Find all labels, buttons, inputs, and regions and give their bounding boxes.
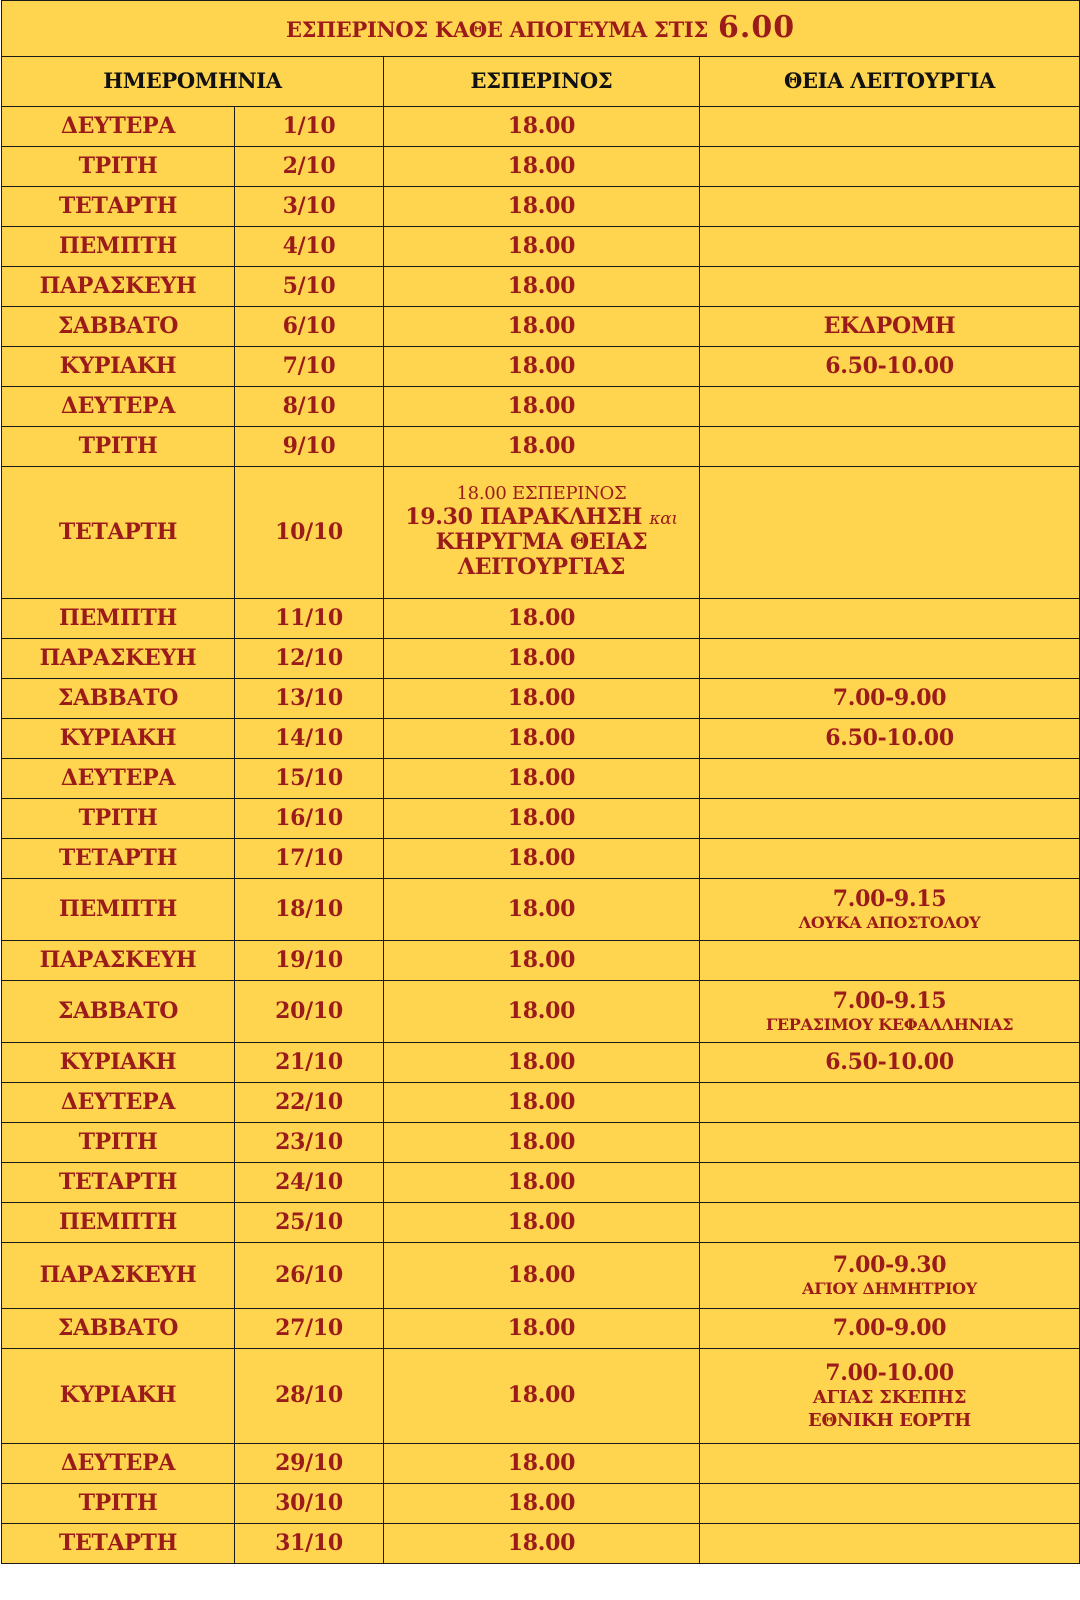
day-cell: ΠΑΡΑΣΚΕΥΗ bbox=[2, 1243, 235, 1309]
liturgy-note: ΛΟΥΚΑ ΑΠΟΣΤΟΛΟΥ bbox=[798, 912, 981, 932]
day-cell: ΣΑΒΒΑΤΟ bbox=[2, 679, 235, 719]
date-cell: 13/10 bbox=[235, 679, 384, 719]
liturgy-cell bbox=[700, 639, 1080, 679]
liturgy-cell bbox=[700, 1524, 1080, 1564]
date-cell: 1/10 bbox=[235, 107, 384, 147]
table-row bbox=[2, 679, 1080, 719]
day-cell: ΚΥΡΙΑΚΗ bbox=[2, 1349, 235, 1444]
vespers-cell: 18.00 bbox=[384, 227, 700, 267]
day-cell: ΔΕΥΤΕΡΑ bbox=[2, 107, 235, 147]
date-cell: 20/10 bbox=[235, 981, 384, 1043]
table-row bbox=[2, 639, 1080, 679]
liturgy-cell bbox=[700, 1203, 1080, 1243]
date-cell: 30/10 bbox=[235, 1484, 384, 1524]
liturgy-cell bbox=[700, 839, 1080, 879]
vespers-cell: 18.00 bbox=[384, 1163, 700, 1203]
day-cell: ΔΕΥΤΕΡΑ bbox=[2, 1444, 235, 1484]
vespers-cell: 18.00 bbox=[384, 839, 700, 879]
col-header-vespers: ΕΣΠΕΡΙΝΟΣ bbox=[384, 57, 700, 107]
table-row bbox=[2, 839, 1080, 879]
table-row bbox=[2, 981, 1080, 1043]
vespers-cell: 18.00 bbox=[384, 599, 700, 639]
table-row bbox=[2, 599, 1080, 639]
table-row bbox=[2, 1043, 1080, 1083]
day-cell: ΤΡΙΤΗ bbox=[2, 1123, 235, 1163]
table-row bbox=[2, 147, 1080, 187]
liturgy-cell bbox=[700, 599, 1080, 639]
table-row bbox=[2, 799, 1080, 839]
vespers-cell: 18.00 bbox=[384, 1203, 700, 1243]
header-row bbox=[2, 57, 1080, 107]
date-cell: 24/10 bbox=[235, 1163, 384, 1203]
table-row bbox=[2, 227, 1080, 267]
table-row bbox=[2, 759, 1080, 799]
liturgy-cell bbox=[700, 267, 1080, 307]
vespers-line-text: 19.30 ΠΑΡΑΚΛΗΣΗ bbox=[405, 503, 643, 530]
day-cell: ΤΕΤΑΡΤΗ bbox=[2, 187, 235, 227]
table-row bbox=[2, 1484, 1080, 1524]
liturgy-note: ΕΘΝΙΚΗ ΕΟΡΤΗ bbox=[808, 1409, 971, 1431]
date-cell: 12/10 bbox=[235, 639, 384, 679]
date-cell: 3/10 bbox=[235, 187, 384, 227]
liturgy-cell bbox=[700, 1243, 1080, 1309]
date-cell: 25/10 bbox=[235, 1203, 384, 1243]
table-row bbox=[2, 1309, 1080, 1349]
table-row bbox=[2, 719, 1080, 759]
day-cell: ΤΡΙΤΗ bbox=[2, 1484, 235, 1524]
liturgy-cell bbox=[700, 941, 1080, 981]
vespers-cell: 18.00 bbox=[384, 941, 700, 981]
day-cell: ΣΑΒΒΑΤΟ bbox=[2, 1309, 235, 1349]
date-cell: 23/10 bbox=[235, 1123, 384, 1163]
date-cell: 16/10 bbox=[235, 799, 384, 839]
day-cell: ΤΡΙΤΗ bbox=[2, 799, 235, 839]
table-row bbox=[2, 267, 1080, 307]
liturgy-cell bbox=[700, 799, 1080, 839]
liturgy-note: ΓΕΡΑΣΙΜΟΥ ΚΕΦΑΛΛΗΝΙΑΣ bbox=[765, 1014, 1014, 1034]
liturgy-time: 7.00-9.15 bbox=[832, 987, 947, 1014]
liturgy-cell bbox=[700, 1484, 1080, 1524]
date-cell: 21/10 bbox=[235, 1043, 384, 1083]
liturgy-cell: 7.00-9.00 bbox=[700, 1309, 1080, 1349]
day-cell: ΠΕΜΠΤΗ bbox=[2, 227, 235, 267]
vespers-cell: 18.00 bbox=[384, 267, 700, 307]
title-row bbox=[2, 1, 1080, 57]
liturgy-time: 7.00-9.30 bbox=[832, 1251, 947, 1278]
liturgy-cell bbox=[700, 759, 1080, 799]
day-cell: ΣΑΒΒΑΤΟ bbox=[2, 307, 235, 347]
date-cell: 27/10 bbox=[235, 1309, 384, 1349]
liturgy-cell bbox=[700, 387, 1080, 427]
vespers-cell: 18.00 bbox=[384, 719, 700, 759]
table-row bbox=[2, 1203, 1080, 1243]
liturgy-cell bbox=[700, 1123, 1080, 1163]
vespers-cell: 18.00 bbox=[384, 1349, 700, 1444]
date-cell: 8/10 bbox=[235, 387, 384, 427]
liturgy-cell: 6.50-10.00 bbox=[700, 1043, 1080, 1083]
vespers-cell: 18.00 bbox=[384, 387, 700, 427]
date-cell: 4/10 bbox=[235, 227, 384, 267]
date-cell: 7/10 bbox=[235, 347, 384, 387]
vespers-line: ΛΕΙΤΟΥΡΓΙΑΣ bbox=[457, 554, 626, 581]
day-cell: ΔΕΥΤΕΡΑ bbox=[2, 387, 235, 427]
vespers-cell: 18.00 bbox=[384, 879, 700, 941]
date-cell: 10/10 bbox=[235, 467, 384, 599]
liturgy-time: 7.00-9.15 bbox=[832, 885, 947, 912]
liturgy-cell bbox=[700, 107, 1080, 147]
vespers-line: ΚΗΡΥΓΜΑ ΘΕΙΑΣ bbox=[435, 529, 648, 556]
vespers-cell: 18.00 bbox=[384, 427, 700, 467]
day-cell: ΣΑΒΒΑΤΟ bbox=[2, 981, 235, 1043]
date-cell: 17/10 bbox=[235, 839, 384, 879]
table-row bbox=[2, 879, 1080, 941]
liturgy-cell: ΕΚΔΡΟΜΗ bbox=[700, 307, 1080, 347]
schedule-table bbox=[1, 0, 1080, 1564]
day-cell: ΠΑΡΑΣΚΕΥΗ bbox=[2, 941, 235, 981]
vespers-cell: 18.00 bbox=[384, 1524, 700, 1564]
table-row bbox=[2, 941, 1080, 981]
date-cell: 15/10 bbox=[235, 759, 384, 799]
liturgy-cell: 6.50-10.00 bbox=[700, 719, 1080, 759]
day-cell: ΚΥΡΙΑΚΗ bbox=[2, 1043, 235, 1083]
vespers-cell: 18.00 bbox=[384, 347, 700, 387]
day-cell: ΚΥΡΙΑΚΗ bbox=[2, 347, 235, 387]
table-row bbox=[2, 1444, 1080, 1484]
date-cell: 29/10 bbox=[235, 1444, 384, 1484]
liturgy-cell: 7.00-9.00 bbox=[700, 679, 1080, 719]
vespers-cell: 18.00 bbox=[384, 679, 700, 719]
day-cell: ΠΑΡΑΣΚΕΥΗ bbox=[2, 267, 235, 307]
day-cell: ΤΕΤΑΡΤΗ bbox=[2, 1524, 235, 1564]
date-cell: 9/10 bbox=[235, 427, 384, 467]
date-cell: 14/10 bbox=[235, 719, 384, 759]
day-cell: ΤΕΤΑΡΤΗ bbox=[2, 1163, 235, 1203]
liturgy-cell bbox=[700, 187, 1080, 227]
liturgy-cell bbox=[700, 1163, 1080, 1203]
vespers-kai: και bbox=[649, 508, 678, 529]
vespers-cell: 18.00 bbox=[384, 1484, 700, 1524]
vespers-cell: 18.00 bbox=[384, 1444, 700, 1484]
date-cell: 19/10 bbox=[235, 941, 384, 981]
date-cell: 28/10 bbox=[235, 1349, 384, 1444]
vespers-cell bbox=[384, 467, 700, 599]
vespers-line bbox=[388, 505, 695, 530]
table-row bbox=[2, 347, 1080, 387]
table-row bbox=[2, 467, 1080, 599]
vespers-cell: 18.00 bbox=[384, 1243, 700, 1309]
liturgy-time: 7.00-10.00 bbox=[825, 1359, 954, 1386]
liturgy-note: ΑΓΙΑΣ ΣΚΕΠΗΣ bbox=[812, 1386, 967, 1408]
page-title bbox=[2, 1, 1080, 57]
table-row bbox=[2, 387, 1080, 427]
vespers-cell: 18.00 bbox=[384, 799, 700, 839]
vespers-cell: 18.00 bbox=[384, 639, 700, 679]
vespers-cell: 18.00 bbox=[384, 147, 700, 187]
day-cell: ΤΕΤΑΡΤΗ bbox=[2, 467, 235, 599]
day-cell: ΠΑΡΑΣΚΕΥΗ bbox=[2, 639, 235, 679]
table-row bbox=[2, 307, 1080, 347]
day-cell: ΔΕΥΤΕΡΑ bbox=[2, 1083, 235, 1123]
table-row bbox=[2, 1123, 1080, 1163]
date-cell: 2/10 bbox=[235, 147, 384, 187]
day-cell: ΔΕΥΤΕΡΑ bbox=[2, 759, 235, 799]
date-cell: 5/10 bbox=[235, 267, 384, 307]
liturgy-cell bbox=[700, 147, 1080, 187]
date-cell: 26/10 bbox=[235, 1243, 384, 1309]
day-cell: ΤΡΙΤΗ bbox=[2, 147, 235, 187]
day-cell: ΤΡΙΤΗ bbox=[2, 427, 235, 467]
liturgy-cell bbox=[700, 1349, 1080, 1444]
liturgy-cell bbox=[700, 1444, 1080, 1484]
table-row bbox=[2, 107, 1080, 147]
liturgy-cell bbox=[700, 879, 1080, 941]
vespers-line: 18.00 ΕΣΠΕΡΙΝΟΣ bbox=[456, 483, 627, 505]
vespers-cell: 18.00 bbox=[384, 187, 700, 227]
day-cell: ΤΕΤΑΡΤΗ bbox=[2, 839, 235, 879]
vespers-cell: 18.00 bbox=[384, 307, 700, 347]
vespers-cell: 18.00 bbox=[384, 759, 700, 799]
day-cell: ΠΕΜΠΤΗ bbox=[2, 599, 235, 639]
vespers-cell: 18.00 bbox=[384, 1309, 700, 1349]
liturgy-cell: 6.50-10.00 bbox=[700, 347, 1080, 387]
table-row bbox=[2, 187, 1080, 227]
table-row bbox=[2, 1163, 1080, 1203]
vespers-cell: 18.00 bbox=[384, 1083, 700, 1123]
table-row bbox=[2, 1083, 1080, 1123]
liturgy-note: ΑΓΙΟΥ ΔΗΜΗΤΡΙΟΥ bbox=[802, 1278, 977, 1298]
title-time: 6.00 bbox=[718, 10, 796, 46]
vespers-cell: 18.00 bbox=[384, 107, 700, 147]
liturgy-cell bbox=[700, 427, 1080, 467]
table-row bbox=[2, 1243, 1080, 1309]
vespers-cell: 18.00 bbox=[384, 1043, 700, 1083]
vespers-cell: 18.00 bbox=[384, 981, 700, 1043]
table-row bbox=[2, 1524, 1080, 1564]
liturgy-cell bbox=[700, 467, 1080, 599]
date-cell: 6/10 bbox=[235, 307, 384, 347]
date-cell: 22/10 bbox=[235, 1083, 384, 1123]
table-row bbox=[2, 427, 1080, 467]
liturgy-cell bbox=[700, 1083, 1080, 1123]
date-cell: 31/10 bbox=[235, 1524, 384, 1564]
table-row bbox=[2, 1349, 1080, 1444]
day-cell: ΠΕΜΠΤΗ bbox=[2, 879, 235, 941]
title-text: ΕΣΠΕΡΙΝΟΣ ΚΑΘΕ ΑΠΟΓΕΥΜΑ ΣΤΙΣ bbox=[285, 17, 708, 43]
date-cell: 18/10 bbox=[235, 879, 384, 941]
col-header-date: ΗΜΕΡΟΜΗΝΙΑ bbox=[2, 57, 384, 107]
col-header-liturgy: ΘΕΙΑ ΛΕΙΤΟΥΡΓΙΑ bbox=[700, 57, 1080, 107]
vespers-cell: 18.00 bbox=[384, 1123, 700, 1163]
liturgy-cell bbox=[700, 227, 1080, 267]
day-cell: ΠΕΜΠΤΗ bbox=[2, 1203, 235, 1243]
liturgy-cell bbox=[700, 981, 1080, 1043]
date-cell: 11/10 bbox=[235, 599, 384, 639]
day-cell: ΚΥΡΙΑΚΗ bbox=[2, 719, 235, 759]
